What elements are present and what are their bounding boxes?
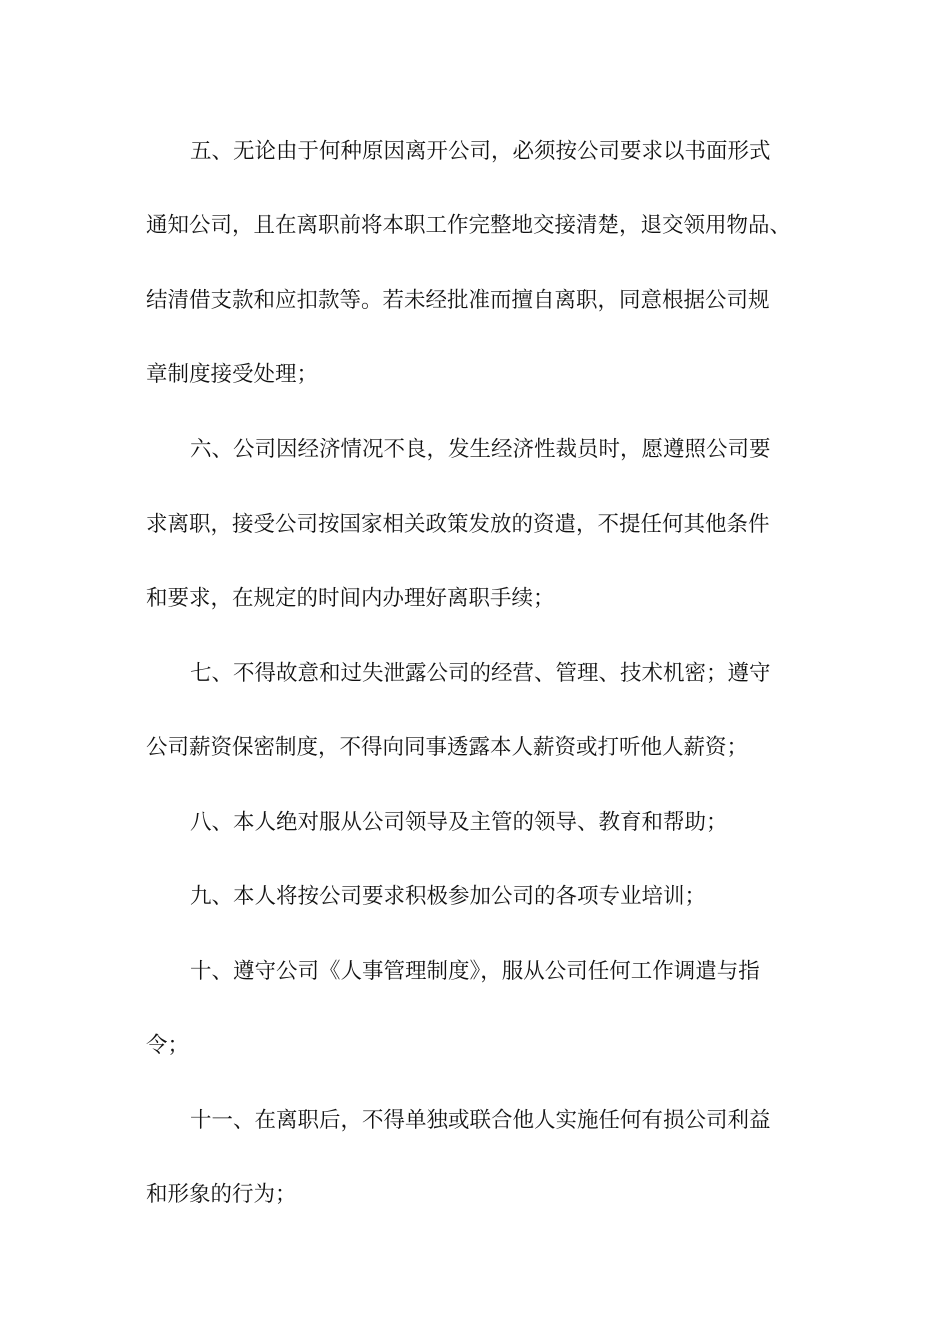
paragraph-5-line-3: 结清借支款和应扣款等。若未经批准而擅自离职，同意根据公司规 [146,288,770,313]
paragraph-10-line-2: 令； [146,1033,190,1058]
paragraph-5-line-4: 章制度接受处理； [146,362,319,387]
paragraph-9-line-1: 九、本人将按公司要求积极参加公司的各项专业培训； [190,884,707,909]
paragraph-5-line-2: 通知公司，且在离职前将本职工作完整地交接清楚，退交领用物品、 [146,213,792,238]
paragraph-11-line-2: 和形象的行为； [146,1182,297,1207]
paragraph-11-line-1: 十一、在离职后，不得单独或联合他人实施任何有损公司利益 [190,1108,771,1133]
paragraph-5-line-1: 五、无论由于何种原因离开公司，必须按公司要求以书面形式 [190,139,771,164]
paragraph-8-line-1: 八、本人绝对服从公司领导及主管的领导、教育和帮助； [190,810,728,835]
paragraph-10-line-1: 十、遵守公司《人事管理制度》，服从公司任何工作调遣与指 [190,959,760,984]
paragraph-6-line-3: 和要求，在规定的时间内办理好离职手续； [146,586,555,611]
paragraph-7-line-2: 公司薪资保密制度，不得向同事透露本人薪资或打听他人薪资； [146,735,749,760]
paragraph-6-line-1: 六、公司因经济情况不良，发生经济性裁员时，愿遵照公司要 [190,437,771,462]
paragraph-7-line-1: 七、不得故意和过失泄露公司的经营、管理、技术机密；遵守 [190,661,771,686]
paragraph-6-line-2: 求离职，接受公司按国家相关政策发放的资遣，不提任何其他条件 [146,512,770,537]
